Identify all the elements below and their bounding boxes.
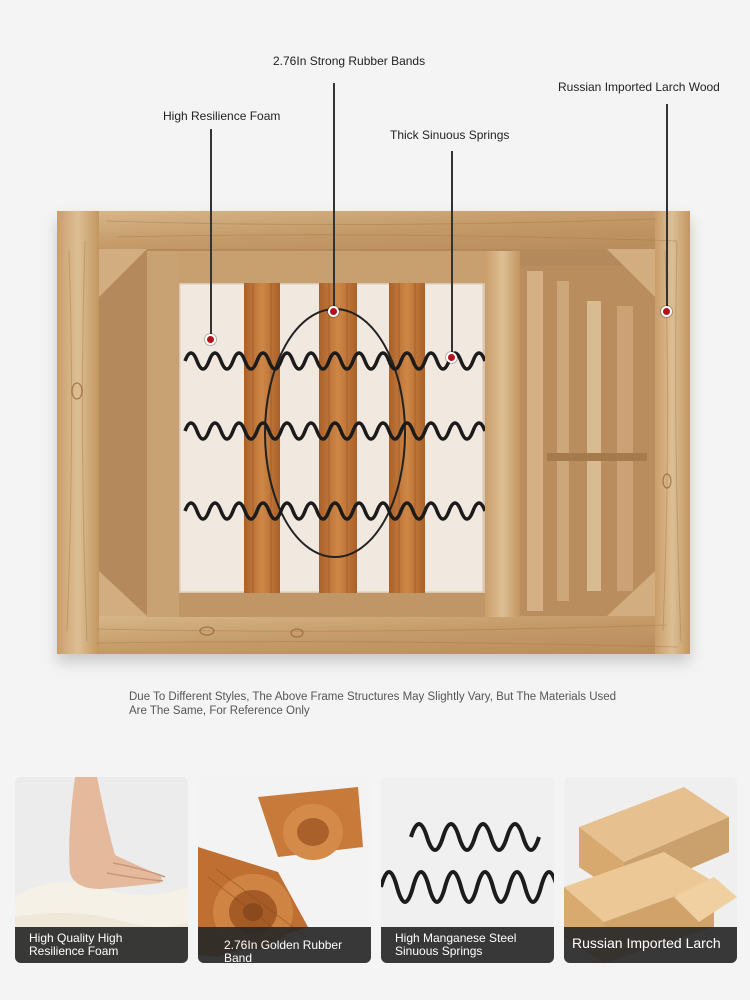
- callout-line-springs: [451, 151, 453, 357]
- callout-line-larch-wood: [666, 104, 668, 311]
- callout-label-larch-wood: Russian Imported Larch Wood: [558, 80, 720, 94]
- callout-dot-springs: [446, 352, 457, 363]
- callout-label-rubber-bands: 2.76In Strong Rubber Bands: [273, 54, 426, 68]
- callout-dot-foam: [205, 334, 216, 345]
- callout-label-foam: High Resilience Foam: [163, 109, 281, 123]
- thumbnail-larch: [564, 777, 737, 963]
- thumbnail-label-rubber-band: 2.76In Golden Rubber Band: [198, 927, 371, 963]
- thumbnail-label-larch: Russian Imported Larch: [564, 927, 737, 963]
- thumbnail-rubber-band: [198, 777, 371, 963]
- callout-label-springs: Thick Sinuous Springs: [390, 128, 510, 142]
- frame-disclaimer-caption: Due To Different Styles, The Above Frame Structures May Slightly Vary, But The Materials Used Are The Same, For Reference Only: [129, 691, 617, 717]
- thumbnail-springs: [381, 777, 554, 963]
- callout-line-foam: [210, 129, 212, 339]
- sofa-frame-image: [57, 211, 690, 654]
- sofa-frame-illustration: [57, 211, 690, 654]
- thumbnail-label-foam: High Quality High Resilience Foam: [15, 927, 188, 963]
- callout-dot-larch-wood: [661, 306, 672, 317]
- thumbnail-foam: [15, 777, 188, 963]
- callout-dot-rubber-bands: [328, 306, 339, 317]
- callout-line-rubber-bands: [333, 83, 335, 311]
- thumbnail-label-springs: High Manganese Steel Sinuous Springs: [381, 927, 554, 963]
